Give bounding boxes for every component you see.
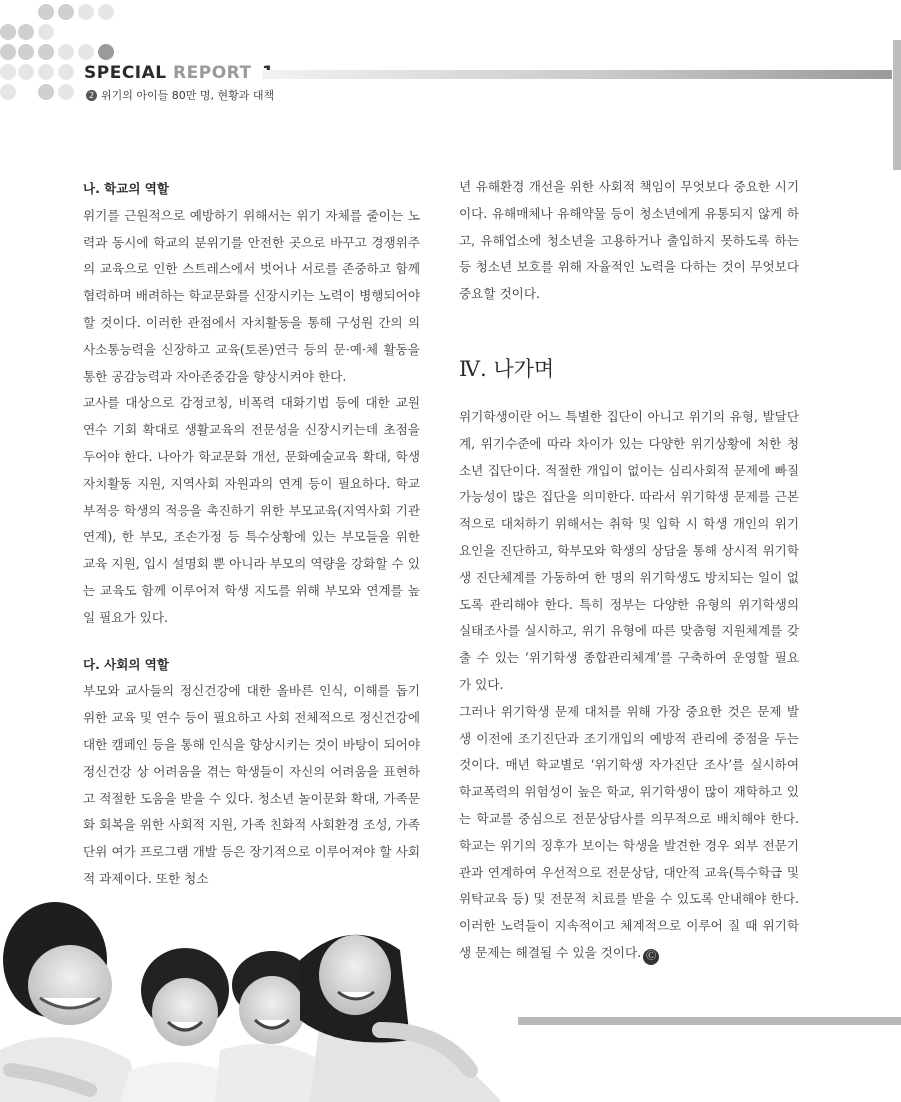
footer-bar bbox=[518, 1017, 901, 1025]
paragraph: 교사를 대상으로 감정코칭, 비폭력 대화기법 등에 대한 교원 연수 기회 확대로 생활교육의 전문성을 신장시키는데 초점을 두어야 한다. 나아가 학교문화 개선, 문화예술교육 확대, 학생 자치활동 지원, 지역사회 자원과의 연계 등이 필요하다. 학교부적응 학생의 적응을 촉진하기 위한 부모교육(지역사회 기관 연계), 한 부모, 조손가정 등 특수상황에 있는 부모들을 위한 교육 지원, 입시 설명회 뿐 아니라 부모의 역량을 강화할 수 있는 교육도 함께 이루어져 학생 지도를 위해 부모와 연계를 높일 필요가 있다. bbox=[83, 395, 420, 625]
paragraph: 위기를 근원적으로 예방하기 위해서는 위기 자체를 줄이는 노력과 동시에 학교의 분위기를 안전한 곳으로 바꾸고 경쟁위주의 교육으로 인한 스트레스에서 벗어나 서로를 존중하고 함께 협력하며 배려하는 학교문화를 신장시키는 노력이 병행되어야 할 것이다. 이러한 관점에서 자치활동을 통해 구성원 간의 의사소통능력을 신장하고 교육(토론)연극 등의 문·예·체 활동을 통한 공감능력과 자아존중감을 향상시켜야 한다. bbox=[83, 207, 420, 384]
section-number-icon: 2 bbox=[86, 90, 97, 101]
page-edge-tab bbox=[893, 40, 901, 170]
report-subtitle: 2 위기의 아이들 80만 명, 현황과 대책 bbox=[86, 87, 274, 103]
paragraph: 위기학생이란 어느 특별한 집단이 아니고 위기의 유형, 발달단계, 위기수준에 따라 차이가 있는 다양한 위기상황에 처한 청소년 집단이다. 적절한 개입이 없이는 심리사회적 문제에 빠질 가능성이 많은 집단을 의미한다. 따라서 위기학생 문제를 근본적으로 대처하기 위해서는 취학 및 입학 시 학생 개인의 위기요인을 진단하고, 학부모와 학생의 상담을 통해 상시적 위기학생 진단체계를 가동하여 한 명의 위기학생도 방치되는 일이 없도록 관리해야 한다. 특히 정부는 다양한 유형의 위기학생의 실태조사를 실시하고, 위기 유형에 따른 맞춤형 지원체계를 갖출 수 있는 ‘위기학생 종합관리체계’를 구축하여 운영할 필요가 있다. bbox=[459, 408, 799, 692]
section-heading-conclusion: Ⅳ. 나가며 bbox=[459, 356, 555, 381]
end-mark-icon: Ⓒ bbox=[643, 949, 659, 965]
paragraph: 년 유해환경 개선을 위한 사회적 책임이 무엇보다 중요한 시기이다. 유해매체나 유해약물 등이 청소년에게 유통되지 않게 하고, 유해업소에 청소년을 고용하거나 출입하지 못하도록 하는 등 청소년 보호를 위해 자율적인 노력을 다하는 것이 무엇보다 중요할 것이다. bbox=[459, 179, 799, 302]
family-photo bbox=[0, 900, 520, 1102]
left-column bbox=[83, 176, 420, 893]
paragraph: 그러나 위기학생 문제 대처를 위해 가장 중요한 것은 문제 발생 이전에 조기진단과 조기개입의 예방적 관리에 중점을 두는 것이다. 매년 학교별로 ‘위기학생 자가진단 조사’를 실시하여 학교폭력의 위험성이 높은 학교, 위기학생이 많이 재학하고 있는 학교를 중심으로 전문상담사를 의무적으로 배치해야 한다. 학교는 위기의 징후가 보이는 학생을 발견한 경우 외부 전문기관과 연계하여 우선적으로 전문상담, 대안적 교육(특수학급 및 위탁교육 등) 및 전문적 치료를 받을 수 있도록 안내해야 한다. 이러한 노력들이 지속적이고 체계적으로 이루어 질 때 위기학생 문제는 해결될 수 있을 것이다. Ⓒ bbox=[459, 699, 799, 967]
section-heading-society: 다. 사회의 역할 bbox=[83, 656, 169, 672]
header-bar bbox=[262, 70, 892, 79]
section-heading-school: 나. 학교의 역할 bbox=[83, 181, 169, 196]
report-title: SPECIAL REPORT bbox=[84, 63, 252, 83]
paragraph: 부모와 교사들의 정신건강에 대한 올바른 인식, 이해를 돕기 위한 교육 및 연수 등이 필요하고 사회 전체적으로 정신건강에 대한 캠페인 등을 통해 인식을 향상시키는 것이 바탕이 되어야 정신건강 상 어려움을 겪는 학생들이 자신의 어려움을 표현하고 적절한 도움을 받을 수 있다. 청소년 놀이문화 확대, 가족문화 회복을 위한 사회적 지원, 가족 친화적 사회환경 조성, 가족단위 여가 프로그램 개발 등은 장기적으로 이루어져야 할 사회적 과제이다. 또한 청소 bbox=[83, 683, 420, 886]
right-column bbox=[459, 174, 799, 967]
